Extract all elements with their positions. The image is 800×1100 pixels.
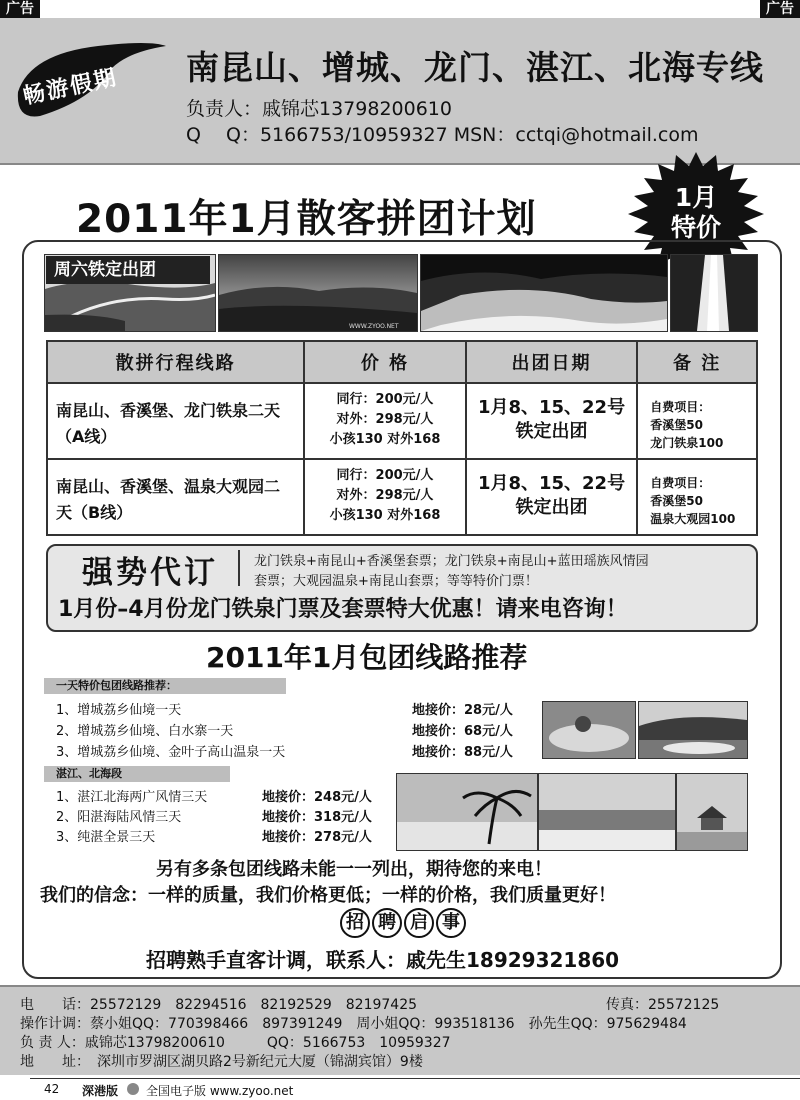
itinerary-table — [46, 340, 758, 536]
date-note: 铁定出团 — [515, 421, 588, 442]
recruit-char: 启 — [404, 908, 434, 938]
closing-line-1: 另有多条包团线路未能一一列出，期待您的来电！ — [156, 859, 552, 880]
section-bar-day-tours: 一天特价包团线路推荐： — [44, 678, 286, 694]
footer-fax: 传真：25572125 — [606, 997, 720, 1013]
footer-manager: 负 责 人：戚锦芯13798200610 QQ：5166753 10959327 — [20, 1035, 451, 1051]
ad-tag-left: 广告 — [0, 0, 40, 18]
recruit-char: 聘 — [372, 908, 402, 938]
recruit-text: 招聘熟手直客计调，联系人：戚先生18929321860 — [146, 948, 620, 972]
photo-beach-palm — [396, 773, 538, 851]
photo-waterfall — [670, 254, 758, 332]
header-qq: Q Q：5166753/10959327 MSN：cctqi@hotmail.com — [186, 124, 699, 146]
list-item-price: 地接价：68元/人 — [412, 724, 513, 739]
col-header-route: 散拼行程线路 — [47, 341, 304, 383]
list-item: 1、湛江北海两广风情三天 — [56, 790, 208, 805]
list-item: 3、增城荔乡仙境、金叶子高山温泉一天 — [56, 745, 286, 760]
edition-label: 深港版 — [82, 1084, 119, 1098]
strong-promo: 1月份–4月份龙门铁泉门票及套票特大优惠！请来电咨询！ — [58, 597, 628, 622]
list-item: 2、阳湛海陆风情三天 — [56, 810, 182, 825]
price-child: 小孩130 对外168 — [329, 432, 441, 447]
footer-phone: 电 话：25572129 82294516 82192529 82197425 — [20, 997, 418, 1013]
badge-text — [641, 183, 751, 243]
footer-address: 地 址： 深圳市罗湖区湖贝路2号新纪元大厦（锦湖宾馆）9楼 — [20, 1054, 423, 1070]
price-trade: 同行：200元/人 — [336, 392, 434, 407]
note-line: 香溪堡50 — [650, 494, 703, 508]
header-contact: 负责人：戚锦芯13798200610 — [186, 98, 452, 120]
page-number: 42 — [44, 1082, 60, 1096]
list-item: 2、增城荔乡仙境、白水寨一天 — [56, 724, 234, 739]
badge-line-2: 特价 — [670, 213, 721, 242]
ad-tag-right: 广告 — [760, 0, 800, 18]
photo-resort — [638, 701, 748, 759]
note-line: 自费项目： — [650, 476, 711, 490]
page-divider — [30, 1078, 800, 1079]
date-days: 1月8、15、22号 — [477, 473, 626, 494]
list-item-price: 地接价：278元/人 — [262, 830, 372, 845]
date-note: 铁定出团 — [515, 497, 588, 518]
list-item-price: 地接价：318元/人 — [262, 810, 372, 825]
price-retail: 对外：298元/人 — [336, 488, 434, 503]
logo-text: 畅游假期 — [20, 64, 120, 110]
price-cell — [304, 383, 466, 459]
note-line: 香溪堡50 — [650, 418, 703, 432]
header-title: 南昆山、增城、龙门、湛江、北海专线 — [186, 48, 764, 87]
edition-logo-icon — [126, 1082, 140, 1096]
list-item-price: 地接价：88元/人 — [412, 745, 513, 760]
photo-beach-pavilion — [676, 773, 748, 851]
note-line: 自费项目： — [650, 400, 711, 414]
note-line: 龙门铁泉100 — [650, 436, 724, 450]
col-header-price: 价 格 — [304, 341, 466, 383]
photo-waterfall-rocks — [420, 254, 668, 332]
recruit-char: 事 — [436, 908, 466, 938]
web-edition: 全国电子版 www.zyoo.net — [146, 1084, 294, 1098]
plan-title: 2011年1月散客拼团计划 — [76, 197, 537, 242]
price-retail: 对外：298元/人 — [336, 412, 434, 427]
date-days: 1月8、15、22号 — [477, 397, 626, 418]
col-header-note: 备 注 — [637, 341, 757, 383]
date-cell — [466, 383, 638, 459]
recruit-char: 招 — [340, 908, 370, 938]
route-cell: 南昆山、香溪堡、龙门铁泉二天（A线） — [47, 383, 304, 459]
photo-mountains — [218, 254, 418, 332]
closing-line-2: 我们的信念：一样的质量，我们价格更低；一样的价格，我们质量更好！ — [40, 885, 616, 906]
note-cell — [637, 383, 757, 459]
strong-line-2: 套票；大观园温泉+南昆山套票；等等特价门票！ — [254, 574, 538, 589]
badge-line-1: 1月 — [674, 183, 718, 212]
group-tour-title: 2011年1月包团线路推荐 — [206, 641, 528, 674]
list-item-price: 地接价：28元/人 — [412, 703, 513, 718]
list-item: 1、增城荔乡仙境一天 — [56, 703, 182, 718]
list-item: 3、纯湛全景三天 — [56, 830, 156, 845]
price-cell — [304, 459, 466, 535]
price-child: 小孩130 对外168 — [329, 508, 441, 523]
note-line: 温泉大观园100 — [650, 512, 736, 526]
footer-operators: 操作计调：蔡小姐QQ：770398466 897391249 周小姐QQ：993518136 孙先生QQ：975629484 — [20, 1016, 687, 1032]
list-item-price: 地接价：248元/人 — [262, 790, 372, 805]
price-trade: 同行：200元/人 — [336, 468, 434, 483]
table-row — [47, 459, 757, 535]
photo-caption: WWW.ZYOO.NET — [349, 323, 399, 330]
table-row — [47, 383, 757, 459]
strong-divider — [238, 550, 240, 586]
col-header-date: 出团日期 — [466, 341, 638, 383]
table-header-row — [47, 341, 757, 383]
photo-label: 周六铁定出团 — [46, 256, 210, 284]
photo-coast — [538, 773, 676, 851]
route-cell: 南昆山、香溪堡、温泉大观园二天（B线） — [47, 459, 304, 535]
date-cell — [466, 459, 638, 535]
strong-line-1: 龙门铁泉+南昆山+香溪堡套票；龙门铁泉+南昆山+蓝田瑶族风情园 — [254, 554, 649, 569]
note-cell — [637, 459, 757, 535]
photo-hot-spring-pool — [542, 701, 636, 759]
strong-booking-title: 强势代订 — [82, 555, 218, 591]
section-bar-zhanjiang: 湛江、北海段 — [44, 766, 230, 782]
